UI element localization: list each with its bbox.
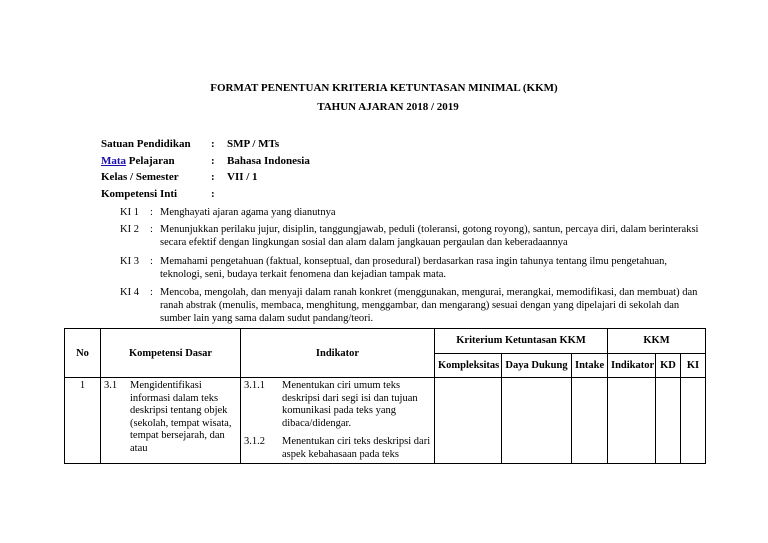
- header-kompetensi-dasar: Kompetensi Dasar: [101, 329, 241, 378]
- header-kkm-ki: KI: [681, 353, 706, 378]
- ki-code: KI 1: [120, 207, 139, 218]
- header-kompleksitas: Kompleksitas: [435, 353, 502, 378]
- info-value: Bahasa Indonesia: [227, 155, 310, 167]
- ki-code: KI 3: [120, 256, 139, 267]
- ki-text: Menunjukkan perilaku jujur, disiplin, tanggungjawab, peduli (toleransi, gotong royong), santun, percaya diri, dalam berinteraksi secara efektif dengan lingkungan sosial dan alam dalam jangkauan pergaulan dan keberadaannya: [160, 224, 699, 248]
- daya-dukung-cell: [502, 378, 572, 464]
- info-label: Kompetensi Inti: [101, 188, 178, 200]
- kd-code: 3.1: [104, 380, 118, 391]
- info-kelas-semester: [101, 171, 258, 183]
- kompleksitas-cell: [435, 378, 502, 464]
- info-colon: :: [211, 138, 215, 150]
- ki-item: [120, 206, 710, 219]
- info-kompetensi-inti: [101, 188, 227, 200]
- document-title: FORMAT PENENTUAN KRITERIA KETUNTASAN MINIMAL (KKM): [210, 82, 558, 94]
- ki-item: [120, 255, 710, 281]
- header-daya-dukung: Daya Dukung: [502, 353, 572, 378]
- ki-text: Mencoba, mengolah, dan menyaji dalam ranah konkret (menggunakan, mengurai, merangkai, memodifikasi, dan membuat) dan ranah abstrak (menulis, membaca, menghitung, menggambar, dan mengarang) sesuai dengan yang dipelajari di sekolah dan sumber lain yang sama dalam sudut pandang/teori.: [160, 287, 698, 324]
- ki-item: [120, 286, 710, 325]
- info-label-rest: Pelajaran: [126, 155, 175, 167]
- header-indikator: Indikator: [241, 329, 435, 378]
- kd-text: Mengidentifikasi informasi dalam teks deskripsi tentang objek (sekolah, tempat wisata, tempat bersejarah, dan atau: [130, 380, 232, 454]
- header-no: No: [65, 329, 101, 378]
- indikator-text: Menentukan ciri umum teks deskripsi dari segi isi dan tujuan komunikasi pada teks yang dibaca/didengar.: [282, 380, 418, 429]
- ki-code: KI 4: [120, 287, 139, 298]
- row-number: 1: [65, 378, 101, 464]
- ki-colon: :: [150, 256, 153, 267]
- ki-colon: :: [150, 224, 153, 235]
- info-value: SMP / MTs: [227, 138, 280, 150]
- intake-cell: [572, 378, 608, 464]
- info-value: VII / 1: [227, 171, 258, 183]
- ki-text: Menghayati ajaran agama yang dianutnya: [160, 207, 336, 218]
- kkm-table: [64, 328, 706, 464]
- table-row: [65, 378, 706, 464]
- header-kkm: KKM: [608, 329, 706, 354]
- indikator-code: 3.1.1: [244, 380, 265, 391]
- ki-colon: :: [150, 207, 153, 218]
- header-intake: Intake: [572, 353, 608, 378]
- header-kriterium: Kriterium Ketuntasan KKM: [435, 329, 608, 354]
- info-label: Satuan Pendidikan: [101, 138, 191, 150]
- info-colon: :: [211, 171, 215, 183]
- kd-cell: [101, 378, 241, 464]
- info-label: Kelas / Semester: [101, 171, 179, 183]
- table-header-row: [65, 329, 706, 354]
- ki-item: [120, 223, 710, 249]
- header-kkm-indikator: Indikator: [608, 353, 656, 378]
- ki-text: Memahami pengetahuan (faktual, konseptual, dan prosedural) berdasarkan rasa ingin tahunya tentang ilmu pengetahuan, teknologi, seni, budaya terkait fenomena dan kejadian tampak mata.: [160, 256, 668, 280]
- info-satuan-pendidikan: [101, 138, 279, 150]
- info-colon: :: [211, 188, 215, 200]
- kkm-ki-cell: [681, 378, 706, 464]
- document-subtitle: TAHUN AJARAN 2018 / 2019: [317, 101, 459, 113]
- info-mata-pelajaran: [101, 155, 310, 167]
- kkm-indikator-cell: [608, 378, 656, 464]
- kkm-kd-cell: [656, 378, 681, 464]
- info-label: [101, 155, 211, 167]
- indikator-cell: [241, 378, 435, 464]
- mata-link[interactable]: Mata: [101, 155, 127, 167]
- ki-colon: :: [150, 287, 153, 298]
- header-kkm-kd: KD: [656, 353, 681, 378]
- indikator-code: 3.1.2: [244, 436, 265, 447]
- info-colon: :: [211, 155, 215, 167]
- ki-code: KI 2: [120, 224, 139, 235]
- indikator-text: Menentukan ciri teks deskripsi dari aspek kebahasaan pada teks: [282, 436, 431, 460]
